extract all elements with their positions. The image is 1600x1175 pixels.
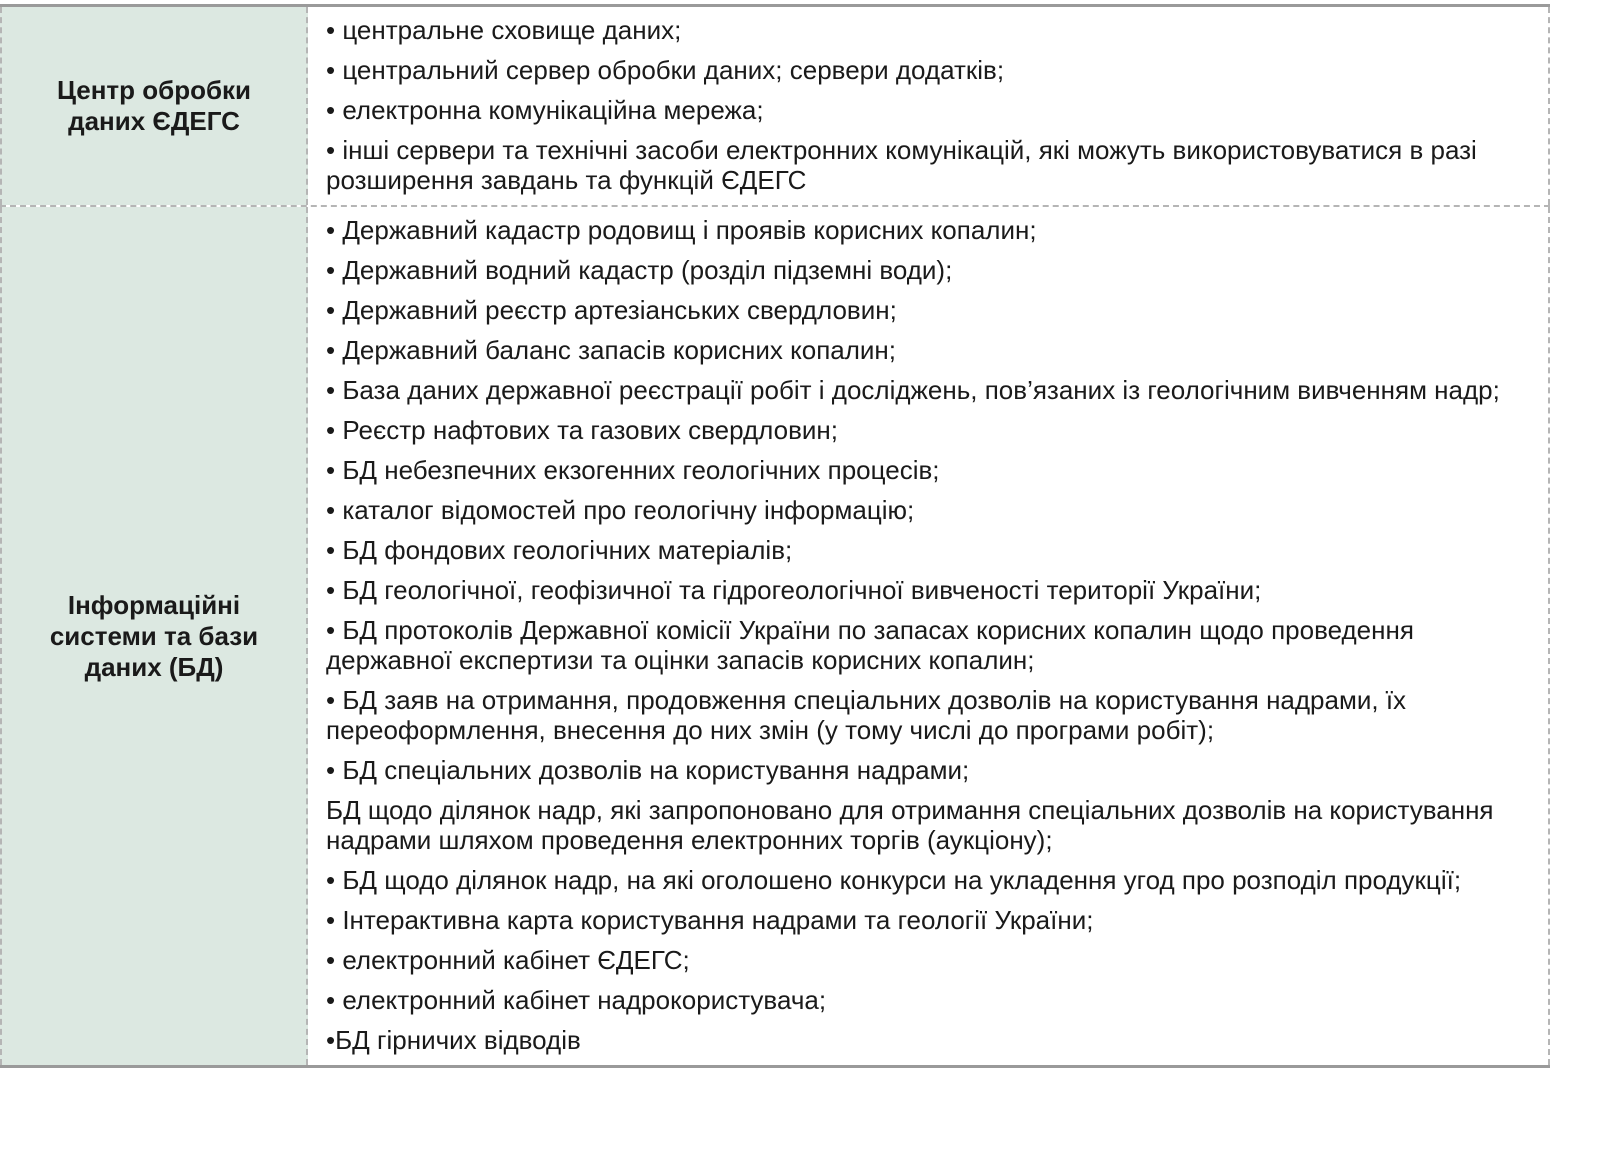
list-item: •БД гірничих відводів (326, 1025, 581, 1055)
list-item: • Державний кадастр родовищ і проявів корисних копалин; (326, 215, 1037, 245)
list-item: • каталог відомостей про геологічну інформацію; (326, 495, 915, 525)
table-row-info-systems (0, 205, 1550, 1065)
row-content-data-center (308, 7, 1550, 205)
row-content-info-systems (308, 207, 1550, 1065)
list-item: • електронний кабінет ЄДЕГС; (326, 945, 690, 975)
list-item: • електронний кабінет надрокористувача; (326, 985, 827, 1015)
list-item: • БД щодо ділянок надр, на які оголошено конкурси на укладення угод про розподіл продукції; (326, 865, 1462, 895)
list-item: • БД фондових геологічних матеріалів; (326, 535, 793, 565)
row-heading-data-center: Центр обробки даних ЄДЕГС (0, 7, 308, 205)
list-item: • центральне сховище даних; (326, 15, 682, 45)
list-item: • База даних державної реєстрації робіт і досліджень, пов’язаних із геологічним вивченням надр; (326, 375, 1500, 405)
list-item: • Інтерактивна карта користування надрами та геології України; (326, 905, 1094, 935)
table-row-data-center (0, 7, 1550, 205)
list-item: • Державний водний кадастр (розділ підземні води); (326, 255, 953, 285)
list-item: • Державний баланс запасів корисних копалин; (326, 335, 897, 365)
row-heading-info-systems: Інформаційні системи та бази даних (БД) (0, 207, 308, 1065)
list-item: • БД геологічної, геофізичної та гідрогеологічної вивченості території України; (326, 575, 1262, 605)
list-item: • БД заяв на отримання, продовження спеціальних дозволів на користування надрами, їх переоформлення, внесення до них змін (у тому числі до програми робіт); (326, 685, 1407, 745)
list-item: БД щодо ділянок надр, які запропоновано для отримання спеціальних дозволів на користування надрами шляхом проведення електронних торгів (аукціону); (326, 795, 1494, 855)
list-item: • Державний реєстр артезіанських свердловин; (326, 295, 897, 325)
list-item: • центральний сервер обробки даних; сервери додатків; (326, 55, 1005, 85)
list-item: • БД спеціальних дозволів на користування надрами; (326, 755, 970, 785)
list-item: • електронна комунікаційна мережа; (326, 95, 764, 125)
list-item: • Реєстр нафтових та газових свердловин; (326, 415, 839, 445)
edegs-table (0, 4, 1550, 1068)
list-item: • БД небезпечних екзогенних геологічних процесів; (326, 455, 940, 485)
list-item: • БД протоколів Державної комісії України по запасах корисних копалин щодо проведення державної експертизи та оцінки запасів корисних копалин; (326, 615, 1414, 675)
list-item: • інші сервери та технічні засоби електронних комунікацій, які можуть використовуватися в разі розширення завдань та функцій ЄДЕГС (326, 135, 1477, 195)
